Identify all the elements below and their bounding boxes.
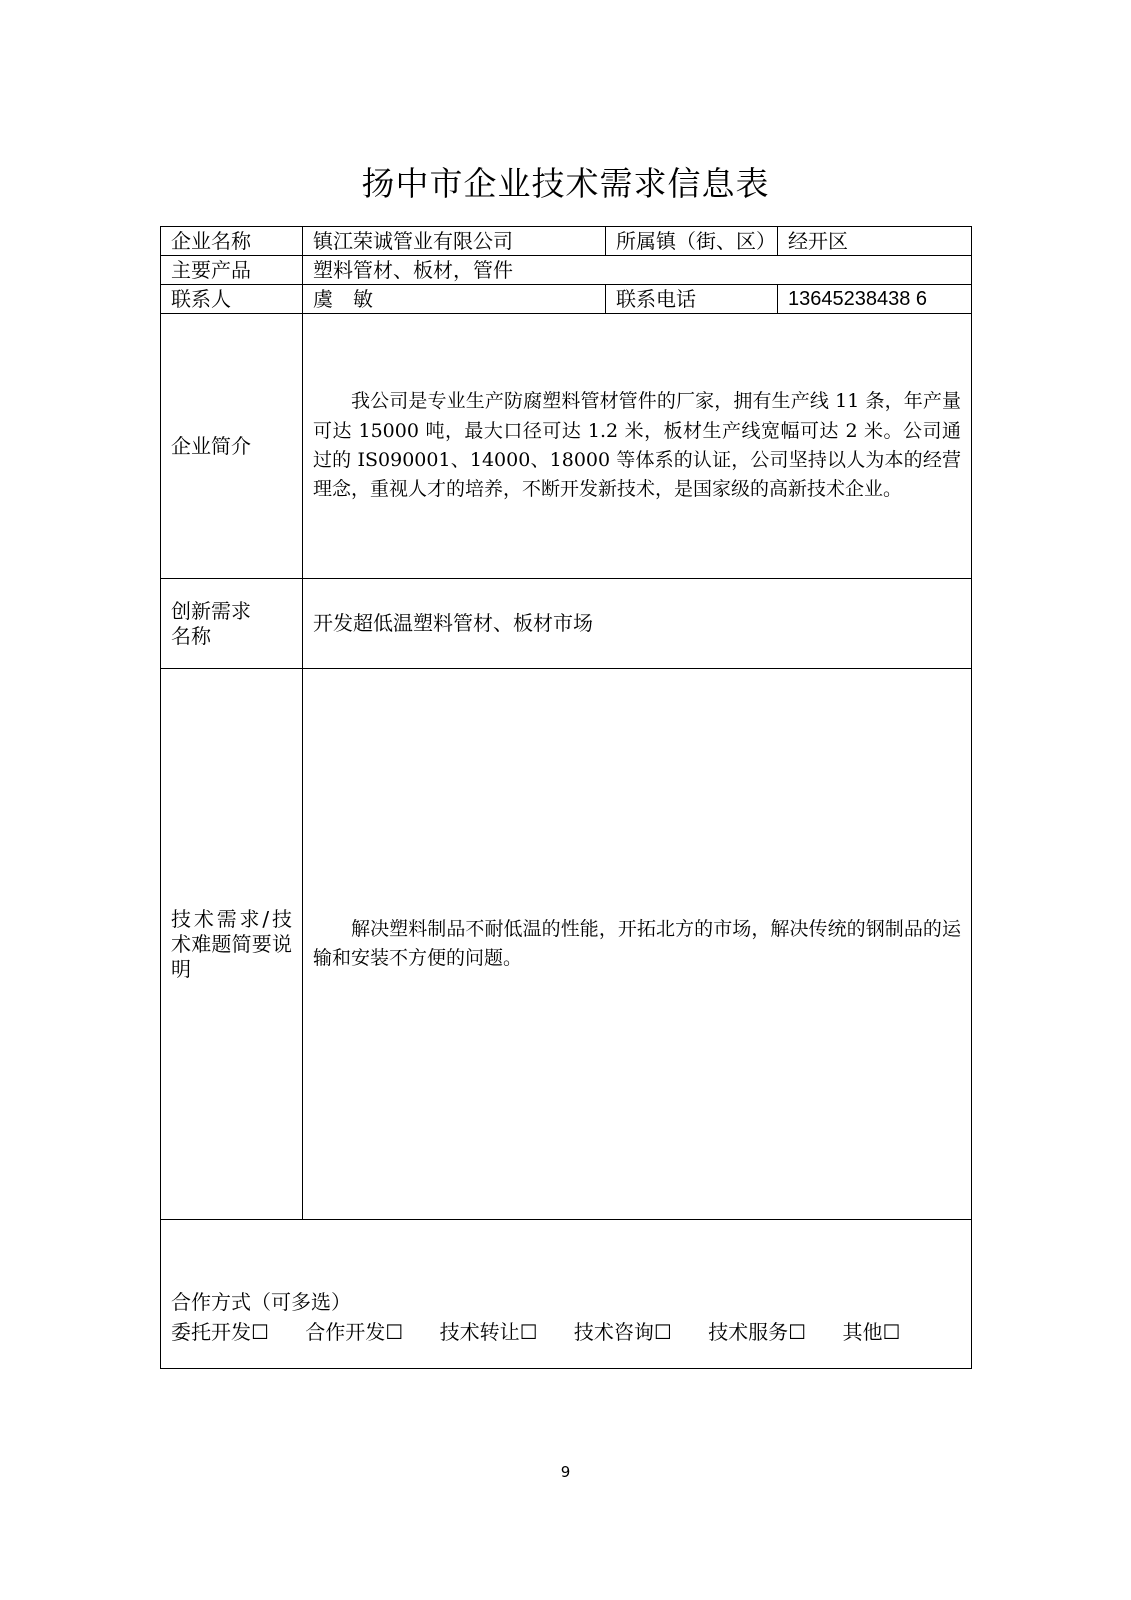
tech-need-cell bbox=[303, 669, 972, 1220]
cooperation-label: 合作方式（可多选） bbox=[171, 1290, 351, 1314]
company-name-value: 镇江荣诚管业有限公司 bbox=[303, 227, 606, 256]
products-row bbox=[161, 256, 972, 285]
page-title: 扬中市企业技术需求信息表 bbox=[361, 164, 770, 203]
page-number: 9 bbox=[560, 1463, 571, 1481]
intro-cell bbox=[303, 314, 972, 579]
intro-text: 我公司是专业生产防腐塑料管材管件的厂家，拥有生产线 11 条，年产量可达 15000 吨，最大口径可达 1.2 米，板材生产线宽幅可达 2 米。公司通过的 IS090001、14000、18000 等体系的认证，公司坚持以人为本的经营理念，重视人才的培养，不断开发新技术，是国家级的高新技术企业。 bbox=[313, 390, 961, 501]
innovation-row bbox=[161, 579, 972, 669]
innovation-label bbox=[161, 579, 303, 669]
town-value: 经开区 bbox=[778, 227, 972, 256]
option-commissioned-dev[interactable]: 委托开发☐ bbox=[171, 1320, 269, 1344]
option-tech-consulting[interactable]: 技术咨询☐ bbox=[573, 1320, 672, 1344]
option-tech-service[interactable]: 技术服务☐ bbox=[708, 1320, 807, 1344]
tech-need-row bbox=[161, 669, 972, 1220]
cooperation-options bbox=[171, 1317, 961, 1347]
products-value: 塑料管材、板材，管件 bbox=[303, 256, 972, 285]
contact-row bbox=[161, 285, 972, 314]
contact-person-label: 联系人 bbox=[161, 285, 303, 314]
tech-demand-form bbox=[160, 226, 972, 1369]
tech-need-label: 技术需求/技术难题简要说明 bbox=[161, 669, 303, 1220]
innovation-value: 开发超低温塑料管材、板材市场 bbox=[303, 579, 972, 669]
contact-person-value: 虞 敏 bbox=[303, 285, 606, 314]
option-joint-dev[interactable]: 合作开发☐ bbox=[305, 1320, 404, 1344]
intro-row bbox=[161, 314, 972, 579]
cooperation-row bbox=[161, 1220, 972, 1369]
town-label: 所属镇（街、区） bbox=[606, 227, 778, 256]
intro-label: 企业简介 bbox=[161, 314, 303, 579]
tech-need-text: 解决塑料制品不耐低温的性能，开拓北方的市场，解决传统的钢制品的运输和安装不方便的问题。 bbox=[313, 917, 961, 969]
innovation-label-line1: 创新需求 bbox=[171, 598, 251, 623]
phone-value: 13645238438 6 bbox=[778, 285, 972, 314]
company-name-label: 企业名称 bbox=[161, 227, 303, 256]
products-label: 主要产品 bbox=[161, 256, 303, 285]
option-tech-transfer[interactable]: 技术转让☐ bbox=[439, 1320, 538, 1344]
cooperation-cell bbox=[161, 1220, 972, 1369]
option-other[interactable]: 其他☐ bbox=[842, 1320, 901, 1344]
company-row bbox=[161, 227, 972, 256]
innovation-label-line2: 名称 bbox=[171, 623, 211, 648]
phone-label: 联系电话 bbox=[606, 285, 778, 314]
